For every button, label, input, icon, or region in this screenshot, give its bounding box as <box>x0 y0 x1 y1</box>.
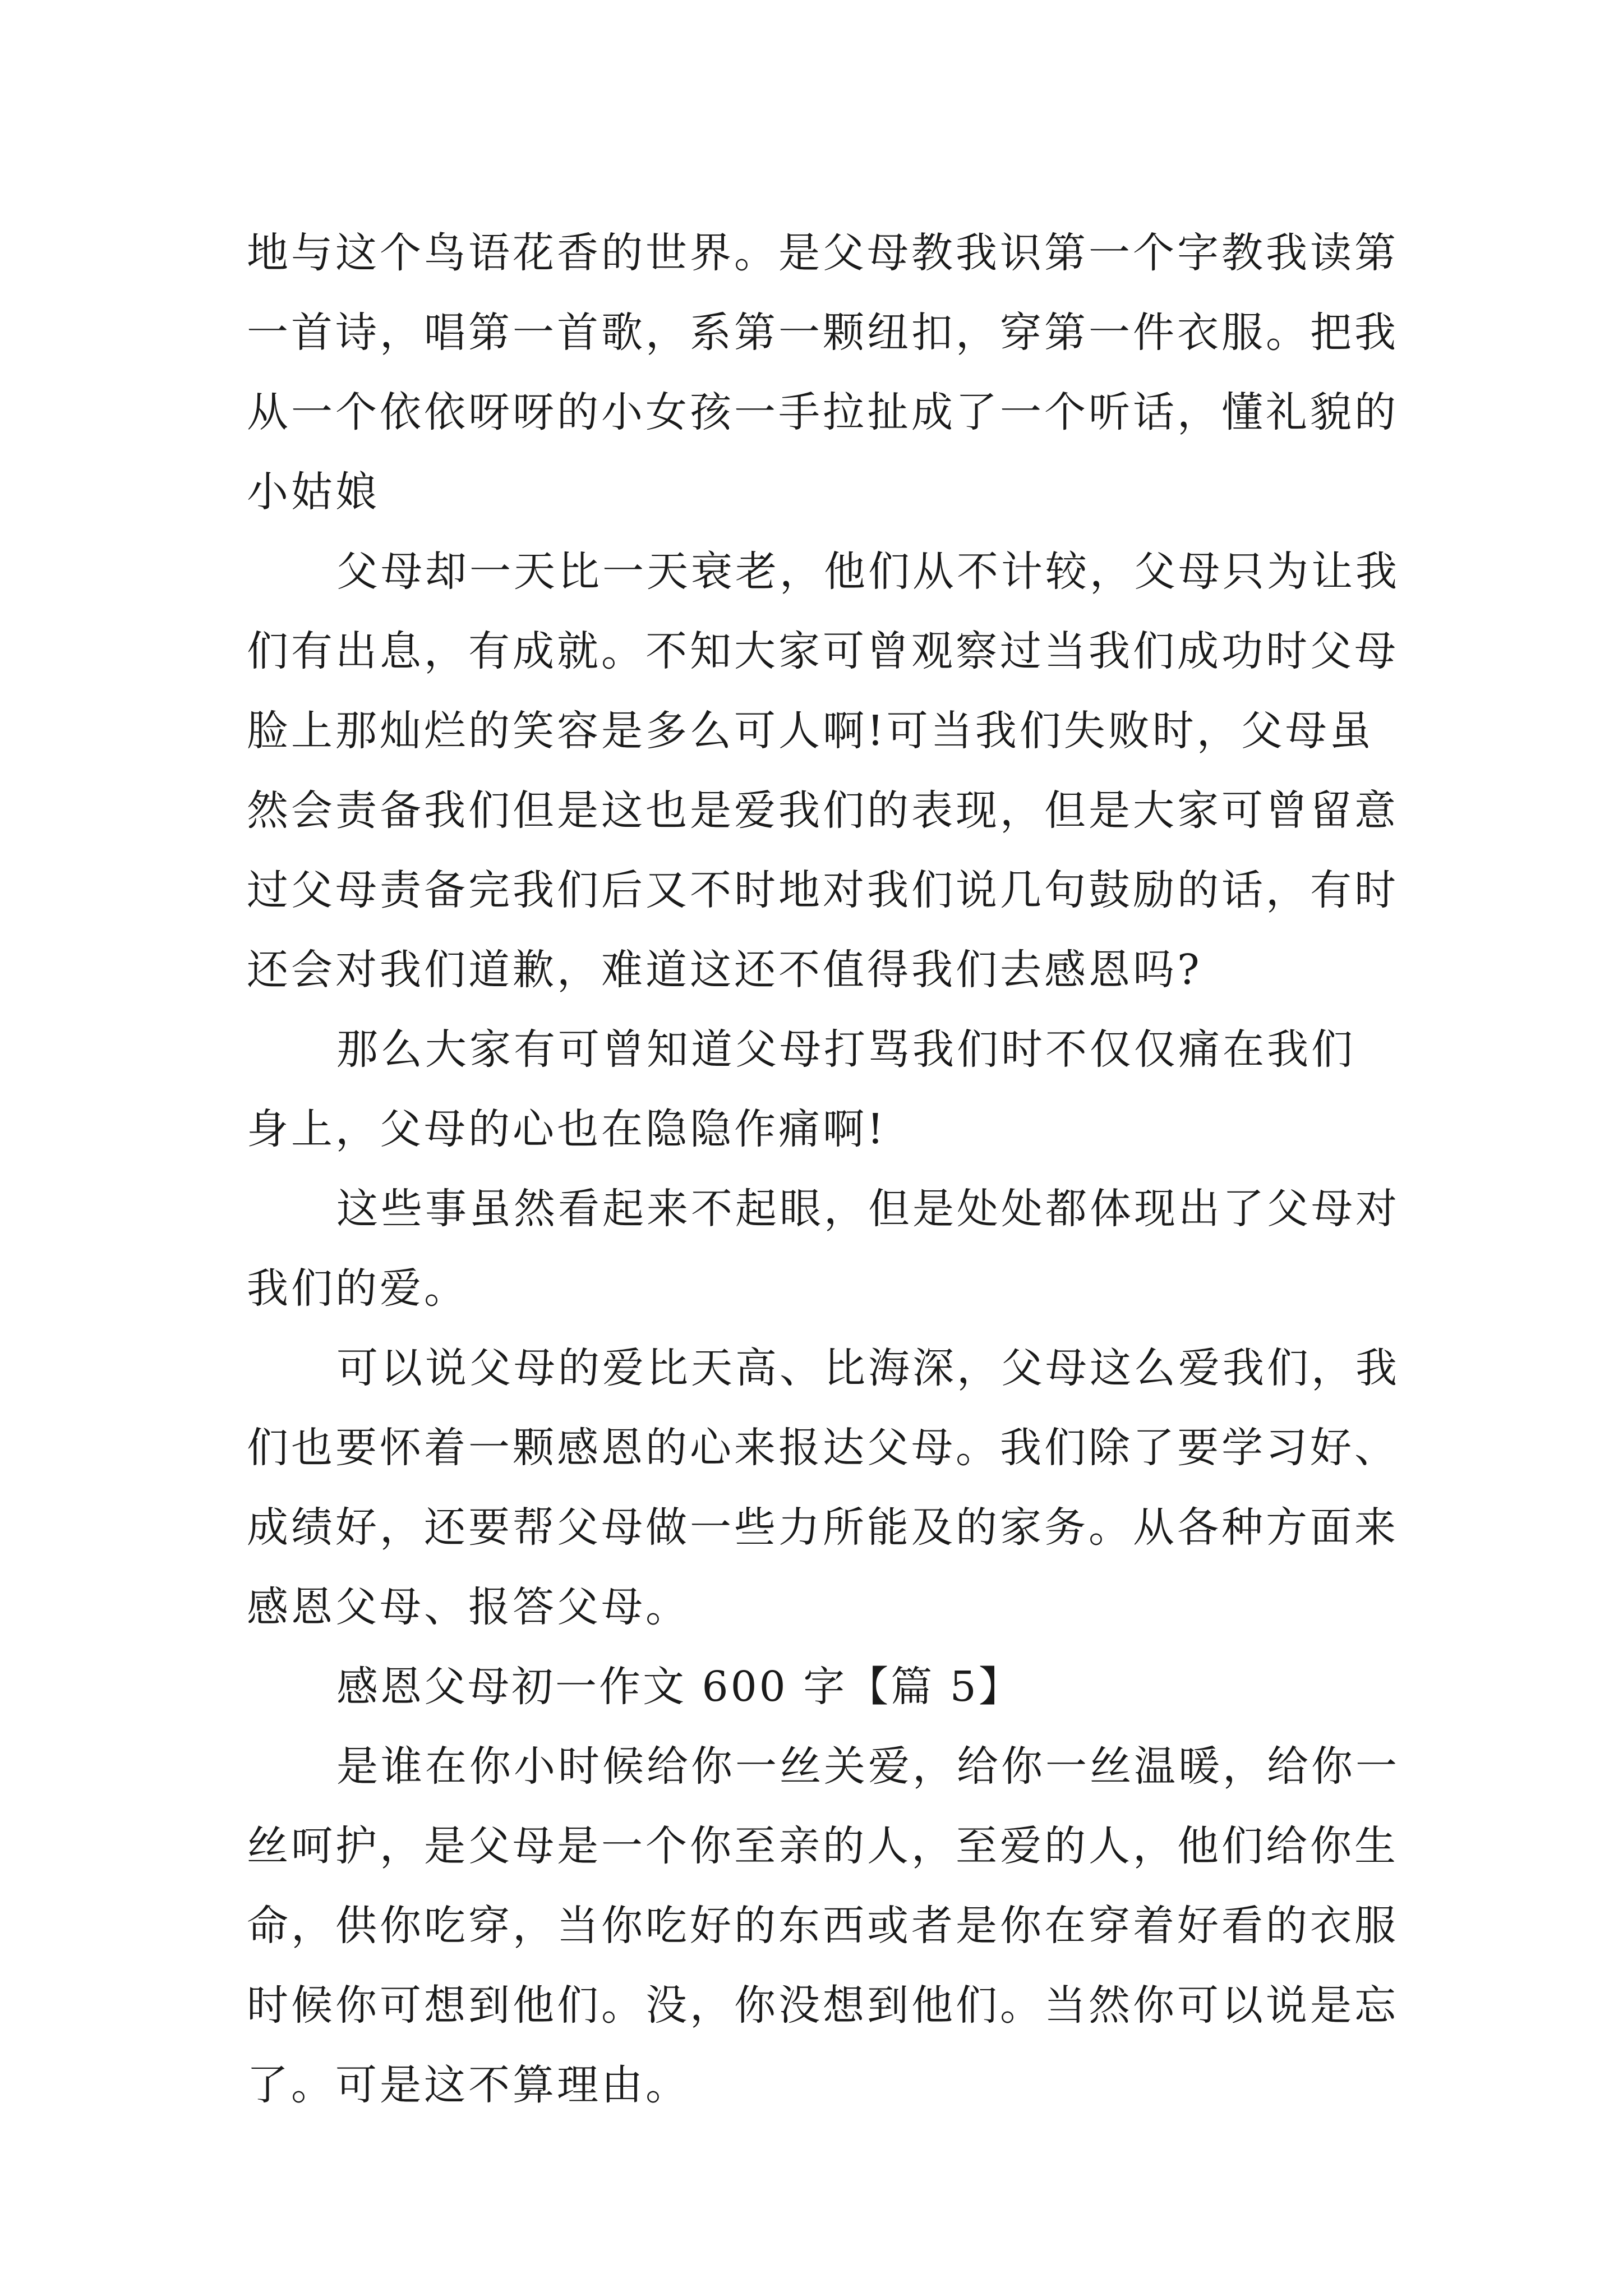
text-line: 脸上那灿烂的笑容是多么可人啊!可当我们失败时，父母虽 <box>247 707 1374 755</box>
text-line: 小姑娘 <box>247 468 380 516</box>
text-line: 可以说父母的爱比天高、比海深，父母这么爱我们，我 <box>336 1344 1400 1392</box>
text-line: 身上，父母的心也在隐隐作痛啊! <box>247 1105 887 1153</box>
text-line: 我们的爱。 <box>247 1264 468 1313</box>
text-line: 命，供你吃穿，当你吃好的东西或者是你在穿着好看的衣服 <box>247 1902 1399 1950</box>
text-line: 是谁在你小时候给你一丝关爱，给你一丝温暖，给你一 <box>336 1742 1400 1791</box>
text-line: 然会责备我们但是这也是爱我们的表现，但是大家可曾留意 <box>247 786 1399 835</box>
text-line: 过父母责备完我们后又不时地对我们说几句鼓励的话，有时 <box>247 866 1399 914</box>
text-line: 丝呵护，是父母是一个你至亲的人，至爱的人，他们给你生 <box>247 1822 1399 1870</box>
text-line: 那么大家有可曾知道父母打骂我们时不仅仅痛在我们 <box>336 1025 1355 1074</box>
section-heading: 感恩父母初一作文 600 字【篇 5】 <box>336 1663 1022 1711</box>
text-line: 地与这个鸟语花香的世界。是父母教我识第一个字教我读第 <box>247 229 1399 277</box>
text-line: 父母却一天比一天衰老，他们从不计较，父母只为让我 <box>336 547 1400 596</box>
text-line: 们有出息，有成就。不知大家可曾观察过当我们成功时父母 <box>247 627 1399 675</box>
text-line: 这些事虽然看起来不起眼，但是处处都体现出了父母对 <box>336 1185 1400 1233</box>
text-line: 感恩父母、报答父母。 <box>247 1583 690 1631</box>
text-line: 成绩好，还要帮父母做一些力所能及的家务。从各种方面来 <box>247 1503 1399 1552</box>
text-line: 了。可是这不算理由。 <box>247 2061 690 2109</box>
text-line: 一首诗，唱第一首歌，系第一颗纽扣，穿第一件衣服。把我 <box>247 309 1399 357</box>
text-line: 还会对我们道歉，难道这还不值得我们去感恩吗? <box>247 946 1202 994</box>
body-text <box>247 213 1400 2125</box>
text-line: 们也要怀着一颗感恩的心来报达父母。我们除了要学习好、 <box>247 1424 1399 1472</box>
text-line: 时候你可想到他们。没，你没想到他们。当然你可以说是忘 <box>247 1981 1399 2030</box>
text-line: 从一个依依呀呀的小女孩一手拉扯成了一个听话，懂礼貌的 <box>247 388 1399 436</box>
